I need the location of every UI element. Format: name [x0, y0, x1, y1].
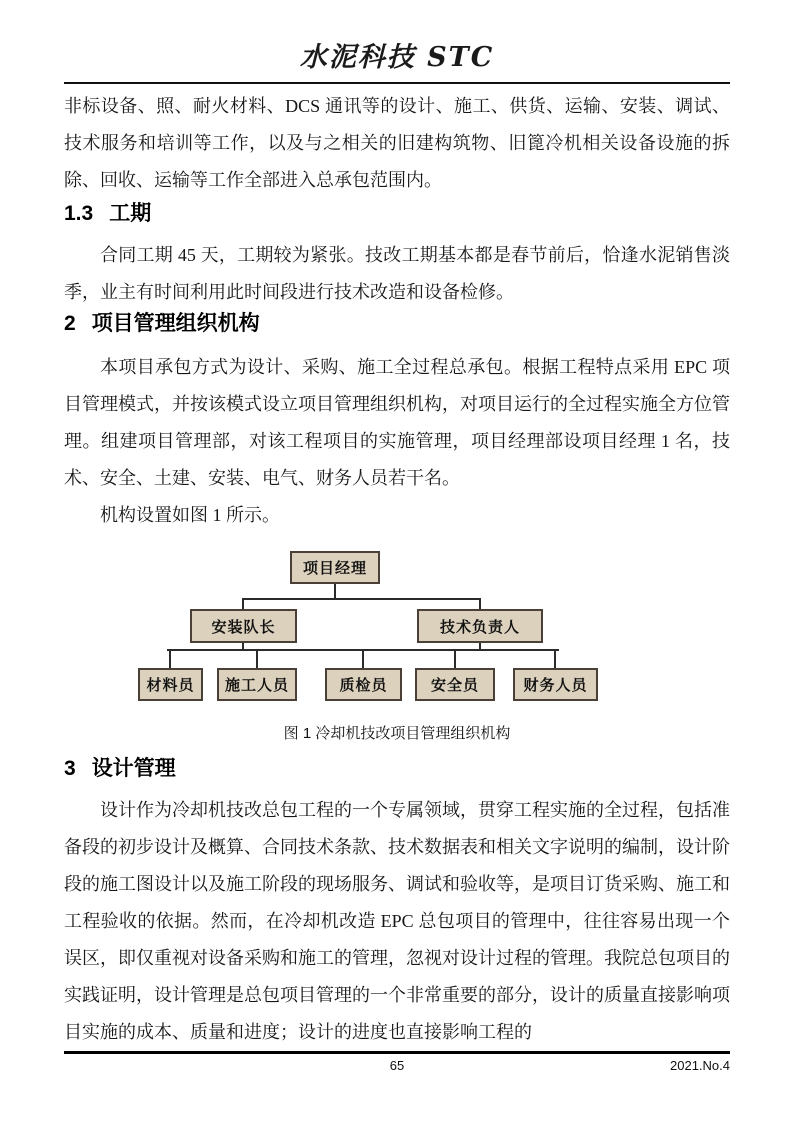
- section-title: 设计管理: [91, 757, 176, 780]
- org-node-finance-staff: 财务人员: [513, 668, 598, 701]
- section-heading-3: [64, 756, 730, 782]
- connector-line: [454, 649, 456, 668]
- page-footer: [64, 1051, 730, 1073]
- org-node-safety-officer: 安全员: [415, 668, 495, 701]
- connector-line: [256, 649, 258, 668]
- section-heading-2: [64, 311, 730, 337]
- section-heading-1-3: [64, 201, 730, 227]
- org-chart: [64, 546, 730, 708]
- org-node-project-manager: 项目经理: [290, 551, 380, 584]
- connector-line: [242, 598, 481, 600]
- org-node-construction-staff: 施工人员: [217, 668, 297, 701]
- journal-header: [64, 38, 730, 84]
- org-node-quality-inspector: 质检员: [325, 668, 402, 701]
- org-node-technical-lead: 技术负责人: [417, 609, 543, 643]
- intro-paragraph: 非标设备、照、耐火材料、DCS 通讯等的设计、施工、供货、运输、安装、调试、技术服务和培训等工作，以及与之相关的旧建构筑物、旧篦冷机相关设备设施的拆除、回收、运输等工作全部进入总承包范围内。: [64, 96, 730, 190]
- section-title: 项目管理组织机构: [91, 312, 260, 335]
- connector-line: [334, 584, 336, 598]
- issue-number: 2021.No.4: [670, 1058, 730, 1073]
- header-rule: [64, 82, 730, 84]
- connector-line: [554, 649, 556, 668]
- section-title: 工期: [109, 202, 152, 225]
- figure-caption: 图 1 冷却机技改项目管理组织机构: [283, 725, 511, 742]
- connector-line: [362, 649, 364, 668]
- paragraph-organization: 本项目承包方式为设计、采购、施工全过程总承包。根据工程特点采用 EPC 项目管理模式，并按该模式设立项目管理组织机构，对项目运行的全过程实施全方位管理。组建项目管理部，对该工程项目的实施管理，项目经理部设项目经理 1 名，技术、安全、土建、安装、电气、财务人员若干名。: [64, 357, 730, 488]
- section-number: 3: [64, 757, 76, 780]
- org-node-install-leader: 安装队长: [190, 609, 297, 643]
- section-number: 2: [64, 312, 76, 335]
- paragraph-design-management: 设计作为冷却机技改总包工程的一个专属领域，贯穿工程实施的全过程，包括准备段的初步设计及概算、合同技术条款、技术数据表和相关文字说明的编制，设计阶段的施工图设计以及施工阶段的现场服务、调试和验收等，是项目订货采购、施工和工程验收的依据。然而，在冷却机改造 EPC 总包项目的管理中，往往容易出现一个误区，即仅重视对设备采购和施工的管理，忽视对设计过程的管理。我院总包项目的实践证明，设计管理是总包项目管理的一个非常重要的部分，设计的质量直接影响项目实施的成本、质量和进度；设计的进度也直接影响工程的: [64, 800, 730, 1042]
- org-node-material-clerk: 材料员: [138, 668, 203, 701]
- connector-line: [479, 598, 481, 609]
- journal-title: 水泥科技 STC: [299, 42, 495, 73]
- connector-line: [242, 598, 244, 609]
- paragraph-schedule: 合同工期 45 天，工期较为紧张。技改工期基本都是春节前后，恰逢水泥销售淡季，业主有时间利用此时间段进行技术改造和设备检修。: [64, 245, 730, 302]
- paragraph-figure-ref: 机构设置如图 1 所示。: [100, 505, 280, 525]
- section-number: 1.3: [64, 202, 94, 225]
- connector-line: [169, 649, 171, 668]
- page-number: 65: [389, 1058, 405, 1073]
